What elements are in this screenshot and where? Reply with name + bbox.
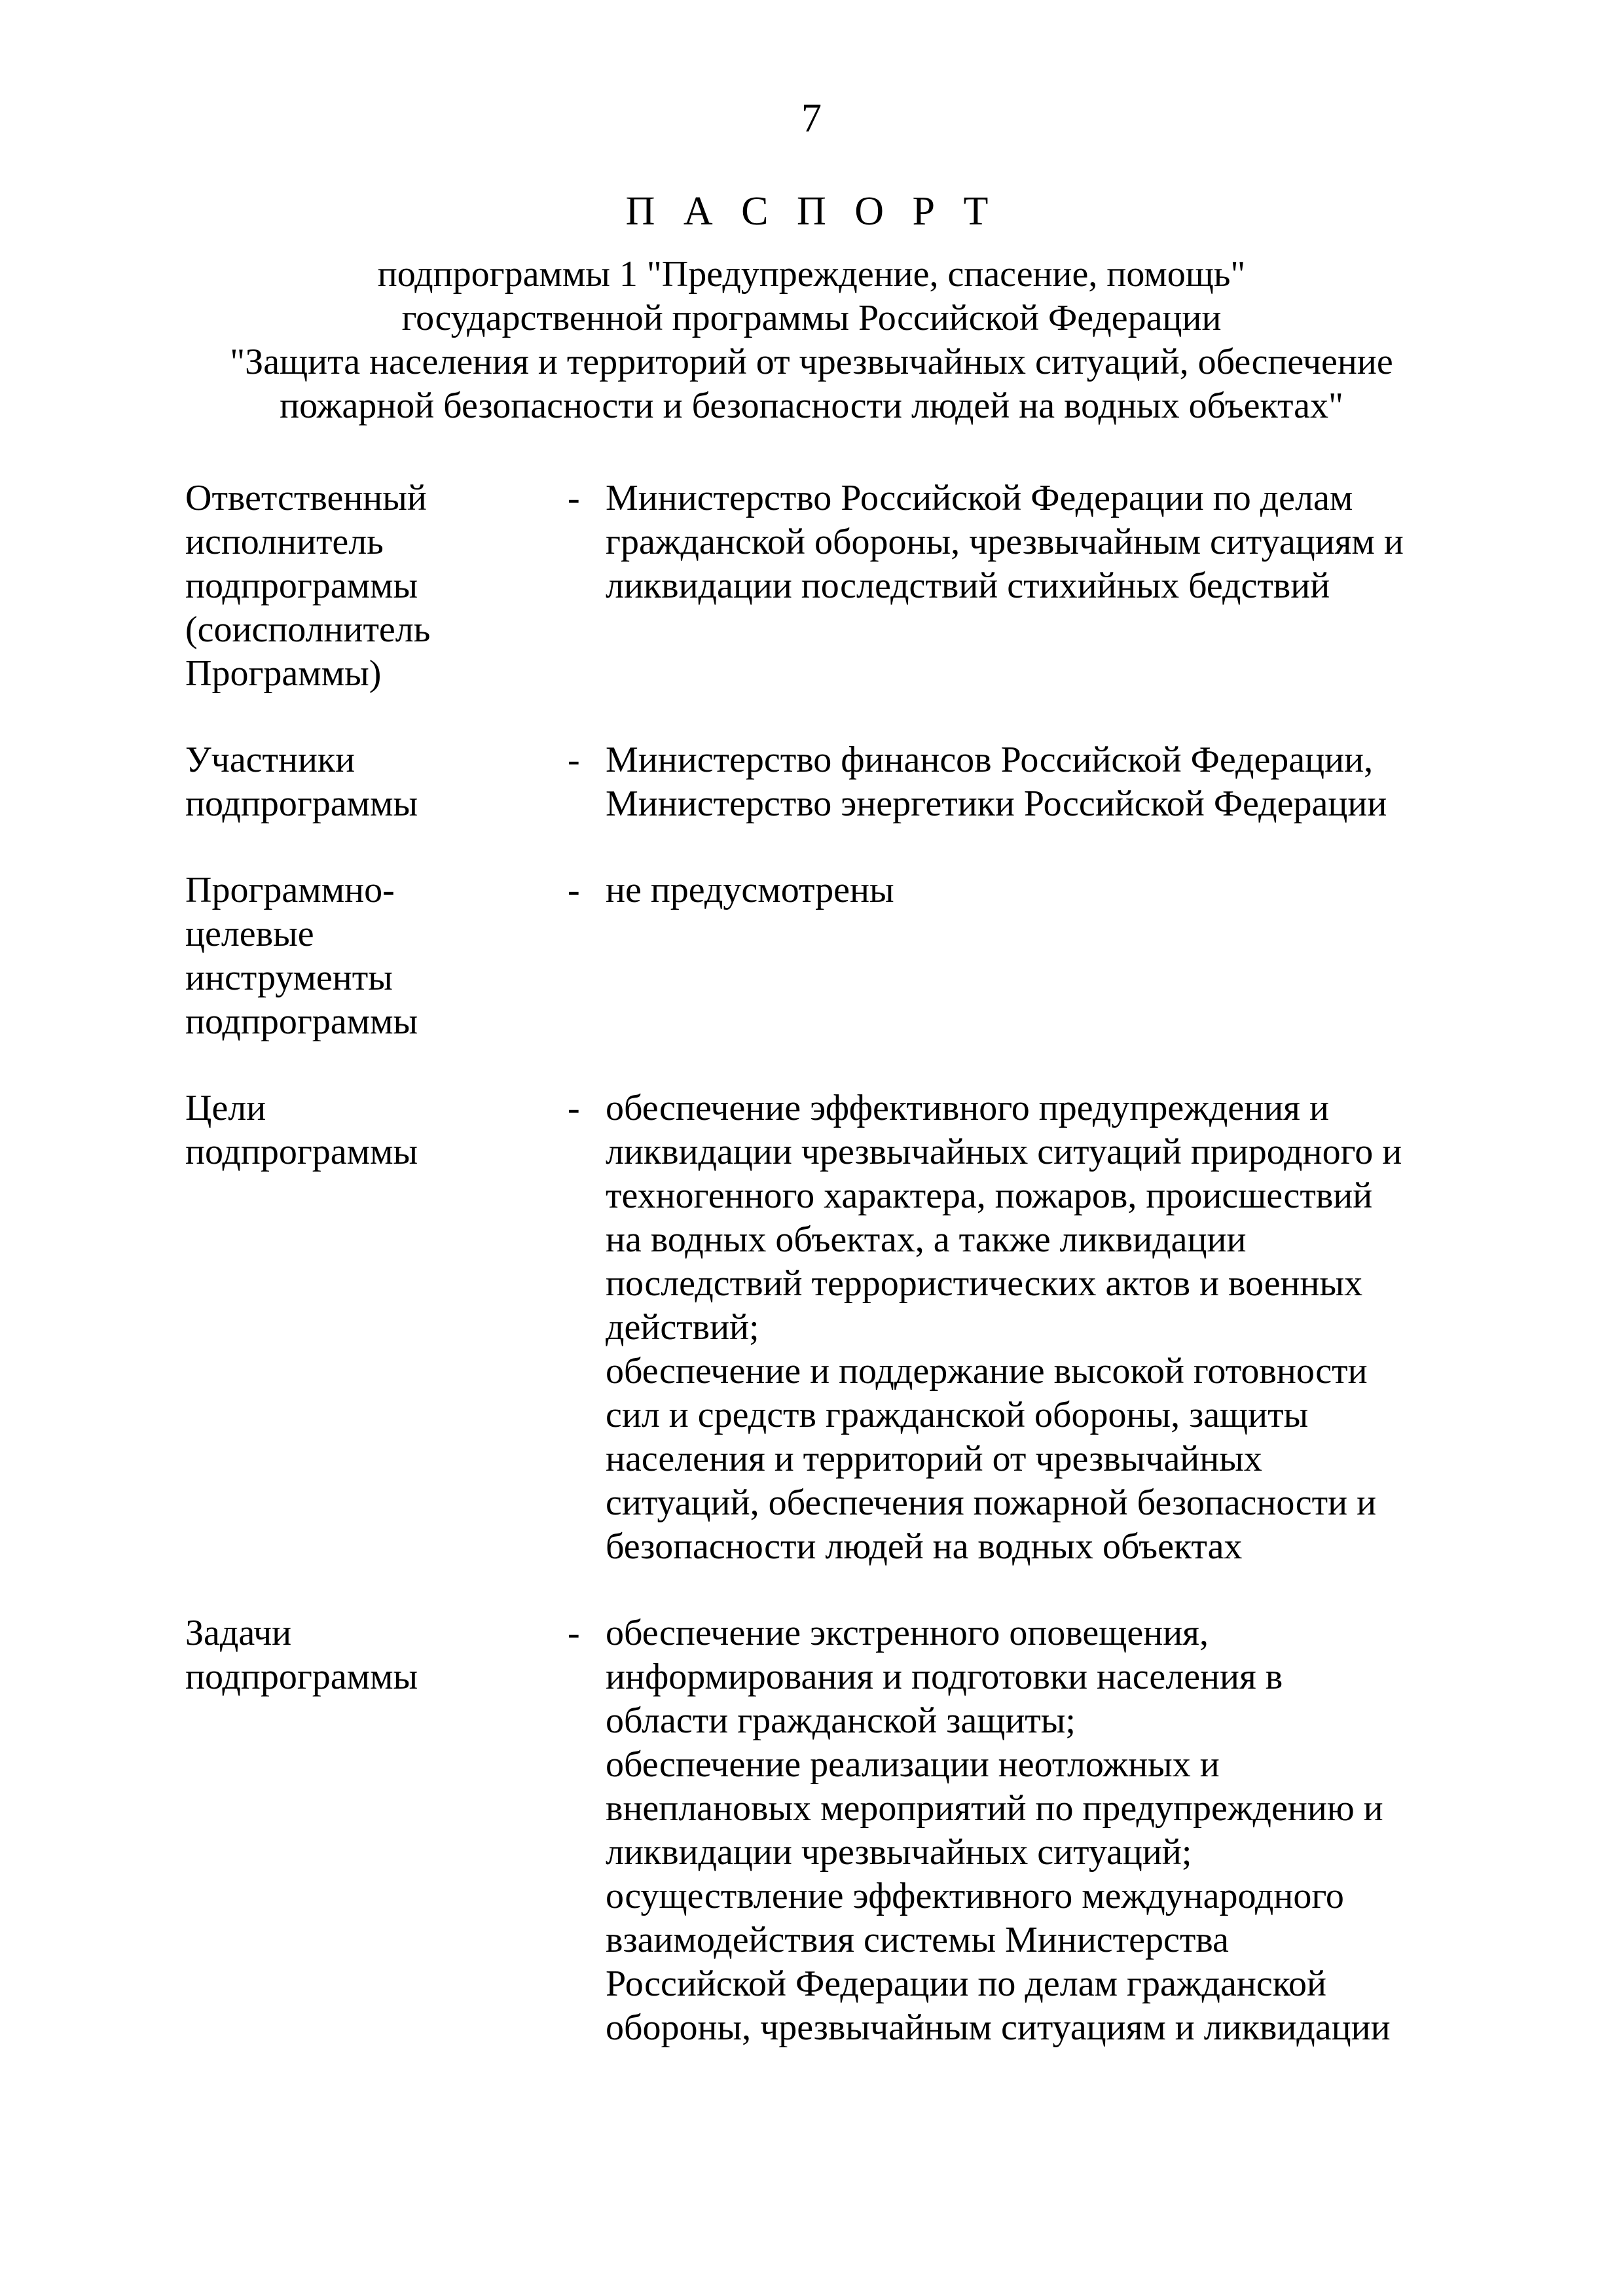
page-number: 7 — [801, 96, 822, 141]
value-line: Министерство Российской Федерации по делам — [606, 478, 1353, 518]
value-line: безопасности людей на водных объектах — [606, 1526, 1243, 1567]
value-line: обороны, чрезвычайным ситуациям и ликвидации — [606, 2007, 1391, 2048]
value-line: населения и территорий от чрезвычайных — [606, 1439, 1262, 1479]
passport-row-program-instruments — [185, 869, 1468, 1044]
subtitle-line: государственной программы Российской Федерации — [401, 298, 1222, 338]
value-line: ситуаций, обеспечения пожарной безопасности и — [606, 1482, 1377, 1523]
value-line: обеспечение реализации неотложных и — [606, 1744, 1220, 1785]
value-line: информирования и подготовки населения в — [606, 1657, 1283, 1697]
row-value — [606, 476, 1468, 608]
row-dash: - — [568, 1088, 580, 1128]
value-line: Российской Федерации по делам гражданской — [606, 1964, 1327, 2004]
value-line: не предусмотрены — [606, 870, 894, 910]
row-dash: - — [568, 740, 580, 780]
row-value — [606, 1611, 1468, 2050]
value-line: взаимодействия системы Министерства — [606, 1920, 1229, 1960]
value-line: сил и средств гражданской обороны, защиты — [606, 1395, 1309, 1435]
value-line: гражданской обороны, чрезвычайным ситуациям и — [606, 522, 1404, 562]
value-line: осуществление эффективного международного — [606, 1876, 1344, 1916]
row-value — [606, 738, 1468, 826]
row-dash: - — [568, 1613, 580, 1653]
subtitle-line: пожарной безопасности и безопасности людей на водных объектах" — [280, 386, 1343, 426]
document-subtitle — [131, 253, 1492, 428]
row-dash: - — [568, 870, 580, 910]
row-label: Цели подпрограммы — [185, 1088, 418, 1172]
value-line: внеплановых мероприятий по предупреждению и — [606, 1788, 1383, 1829]
passport-row-goals — [185, 1086, 1468, 1569]
document-title: П А С П О Р Т — [625, 189, 998, 234]
subtitle-line: подпрограммы 1 "Предупреждение, спасение, помощь" — [377, 254, 1246, 295]
value-line: последствий террористических актов и военных — [606, 1263, 1363, 1304]
passport-row-tasks — [185, 1611, 1468, 2050]
row-label: Ответственный исполнитель подпрограммы (соисполнитель Программы) — [185, 478, 431, 694]
passport-row-responsible-executor — [185, 476, 1468, 696]
row-label: Участники подпрограммы — [185, 740, 418, 824]
passport-row-participants — [185, 738, 1468, 826]
row-value — [606, 869, 1468, 912]
value-line: обеспечение и поддержание высокой готовности — [606, 1351, 1368, 1391]
row-label: Программно- целевые инструменты подпрограммы — [185, 870, 418, 1042]
value-line: Министерство энергетики Российской Федерации — [606, 783, 1387, 824]
value-line: ликвидации последствий стихийных бедствий — [606, 565, 1330, 606]
passport-table — [185, 476, 1468, 2092]
row-value — [606, 1086, 1468, 1569]
value-line: ликвидации чрезвычайных ситуаций природного и — [606, 1132, 1402, 1172]
value-line: Министерство финансов Российской Федерации, — [606, 740, 1374, 780]
value-line: обеспечение экстренного оповещения, — [606, 1613, 1209, 1653]
row-label: Задачи подпрограммы — [185, 1613, 418, 1697]
value-line: на водных объектах, а также ликвидации — [606, 1219, 1247, 1260]
row-dash: - — [568, 478, 580, 518]
subtitle-line: "Защита населения и территорий от чрезвычайных ситуаций, обеспечение — [230, 342, 1393, 382]
value-line: техногенного характера, пожаров, происшествий — [606, 1175, 1373, 1216]
value-line: области гражданской защиты; — [606, 1700, 1076, 1741]
value-line: обеспечение эффективного предупреждения и — [606, 1088, 1329, 1128]
value-line: ликвидации чрезвычайных ситуаций; — [606, 1832, 1192, 1873]
value-line: действий; — [606, 1307, 759, 1348]
